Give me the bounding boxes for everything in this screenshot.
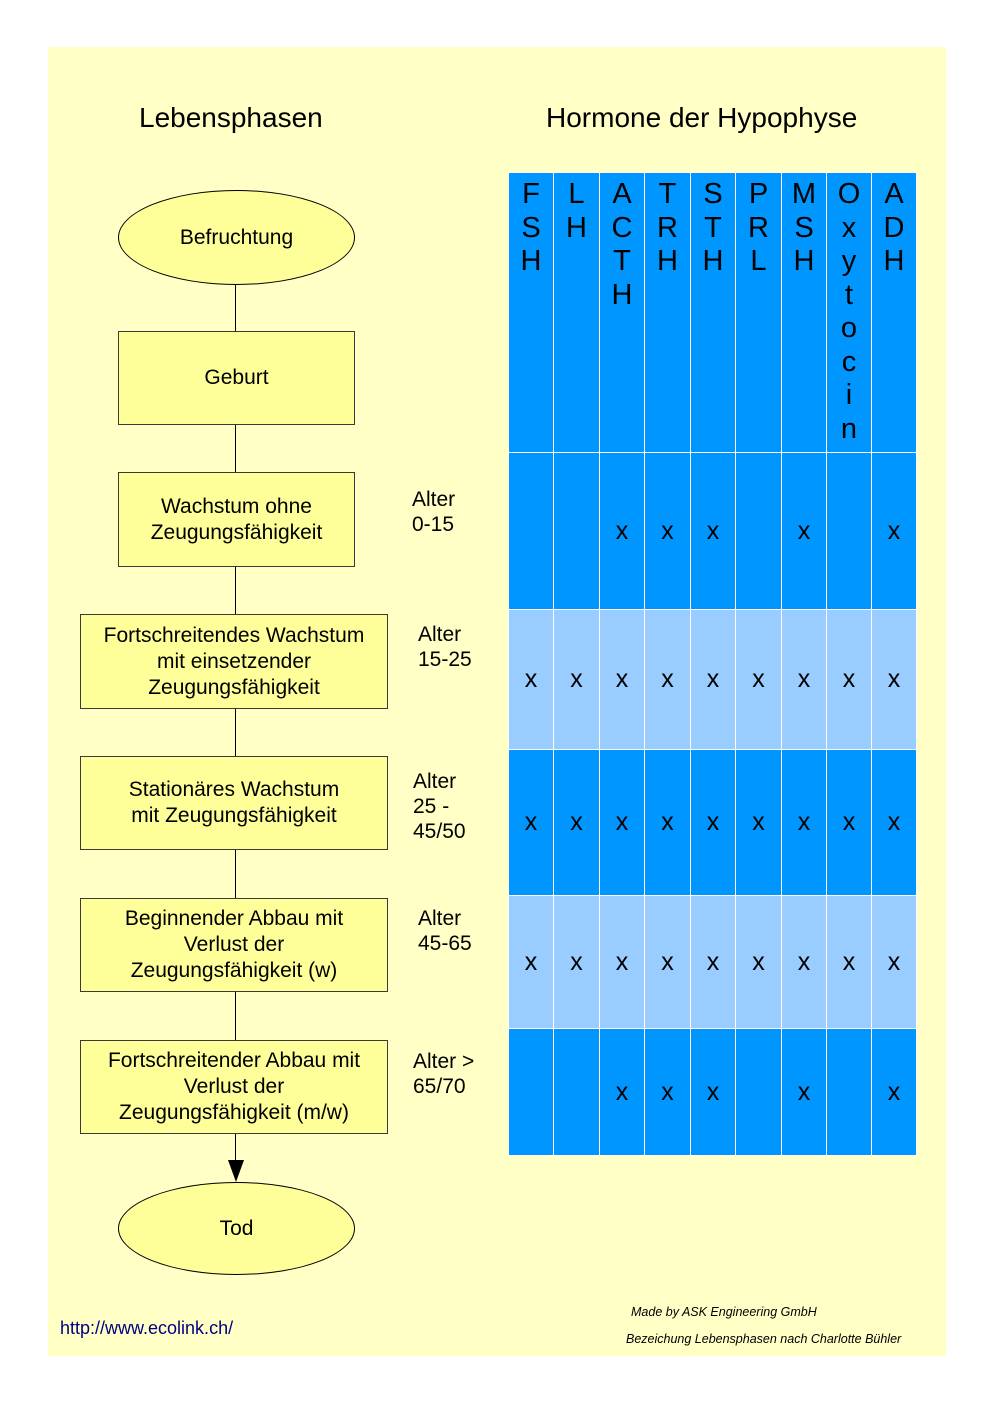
hormone-mark-cell: x	[782, 896, 827, 1029]
phase-birth-node	[118, 331, 355, 425]
hormone-name-cell	[872, 173, 917, 453]
age-label: Alter 0-15	[412, 488, 456, 536]
phase-stationary-growth-node	[80, 756, 388, 850]
hormone-name: P R L	[748, 178, 769, 277]
phase-fertilization-node	[118, 190, 355, 285]
hormone-mark-cell: x	[736, 610, 782, 750]
hormone-mark-cell: x	[645, 610, 691, 750]
hormone-mark-cell	[827, 453, 872, 610]
hormone-table-wrap	[508, 172, 917, 1156]
phase-progressive-decline-node	[80, 1040, 388, 1134]
age-label: Alter 15-25	[418, 623, 472, 671]
hormone-mark-cell: x	[645, 896, 691, 1029]
connector-line	[235, 1134, 236, 1162]
hormone-name: L H	[566, 178, 587, 244]
hormone-name: A C T H	[611, 178, 633, 311]
hormone-mark-cell: x	[782, 610, 827, 750]
hormone-name-cell	[645, 173, 691, 453]
phase-death-node	[118, 1182, 355, 1275]
hormone-name: A D H	[883, 178, 905, 277]
age-label: Alter 45-65	[418, 907, 472, 955]
phase-label: Beginnender Abbau mit Verlust der Zeugungsfähigkeit (w)	[124, 907, 344, 982]
hormone-name-cell	[691, 173, 736, 453]
hormone-mark-cell: x	[600, 610, 645, 750]
hormone-mark-cell: x	[554, 750, 600, 896]
hormone-name-cell	[827, 173, 872, 453]
hormone-mark-cell: x	[736, 896, 782, 1029]
hormone-phase-row	[509, 750, 917, 896]
hormone-mark-cell: x	[872, 453, 917, 610]
hormone-mark-cell	[509, 1029, 554, 1156]
hormone-name: S T H	[702, 178, 724, 277]
hormone-mark-cell: x	[691, 896, 736, 1029]
hormone-name-cell	[782, 173, 827, 453]
age-label: Alter 25 - 45/50	[413, 770, 466, 843]
hormone-mark-cell: x	[645, 1029, 691, 1156]
hormone-mark-cell	[736, 453, 782, 610]
hormone-mark-cell: x	[645, 750, 691, 896]
hormone-mark-cell: x	[691, 453, 736, 610]
hormone-phase-row	[509, 896, 917, 1029]
hormone-mark-cell: x	[600, 1029, 645, 1156]
hormone-mark-cell: x	[827, 750, 872, 896]
hormones-heading: Hormone der Hypophyse	[546, 102, 858, 133]
hormone-mark-cell	[736, 1029, 782, 1156]
hormone-name-cell	[554, 173, 600, 453]
hormone-table	[508, 172, 917, 1156]
hormone-mark-cell: x	[872, 750, 917, 896]
connector-line	[235, 567, 236, 614]
life-phases-heading: Lebensphasen	[139, 102, 323, 133]
hormone-mark-cell: x	[509, 896, 554, 1029]
hormone-mark-cell: x	[509, 750, 554, 896]
hormone-mark-cell: x	[691, 1029, 736, 1156]
hormone-name: T R H	[657, 178, 678, 277]
phase-beginning-decline-node	[80, 898, 388, 992]
hormone-phase-row	[509, 1029, 917, 1156]
connector-line	[235, 425, 236, 472]
hormone-mark-cell: x	[554, 896, 600, 1029]
hormone-mark-cell: x	[782, 750, 827, 896]
hormone-name-cell	[736, 173, 782, 453]
source-credit: Bezeichung Lebensphasen nach Charlotte Bühler	[626, 1332, 902, 1346]
phase-label: Stationäres Wachstum mit Zeugungsfähigkeit	[128, 778, 340, 827]
hormone-mark-cell	[509, 453, 554, 610]
phase-label: Tod	[219, 1216, 254, 1240]
hormone-mark-cell: x	[872, 1029, 917, 1156]
hormone-mark-cell: x	[645, 453, 691, 610]
hormone-name: F S H	[520, 178, 542, 277]
hormone-mark-cell: x	[600, 896, 645, 1029]
hormone-header-row	[509, 173, 917, 453]
hormone-mark-cell: x	[827, 610, 872, 750]
phase-progressive-growth-node	[80, 614, 388, 709]
hormone-mark-cell	[827, 1029, 872, 1156]
hormone-mark-cell: x	[509, 610, 554, 750]
hormone-mark-cell: x	[872, 610, 917, 750]
hormone-mark-cell: x	[827, 896, 872, 1029]
hormone-mark-cell	[554, 453, 600, 610]
hormone-mark-cell: x	[782, 1029, 827, 1156]
hormone-mark-cell	[554, 1029, 600, 1156]
hormone-mark-cell: x	[736, 750, 782, 896]
phase-label: Wachstum ohne Zeugungsfähigkeit	[150, 494, 323, 544]
website-link[interactable]: http://www.ecolink.ch/	[60, 1318, 234, 1338]
phase-label: Geburt	[204, 366, 269, 389]
hormone-mark-cell: x	[691, 750, 736, 896]
hormone-name: M S H	[791, 178, 817, 277]
hormone-phase-row	[509, 610, 917, 750]
connector-line	[235, 850, 236, 898]
connector-line	[235, 709, 236, 756]
hormone-mark-cell: x	[691, 610, 736, 750]
hormone-name-cell	[509, 173, 554, 453]
phase-label: Befruchtung	[179, 225, 294, 249]
connector-line	[235, 285, 236, 331]
hormone-phase-row	[509, 453, 917, 610]
connector-line	[235, 992, 236, 1040]
hormone-mark-cell: x	[600, 453, 645, 610]
hormone-name-cell	[600, 173, 645, 453]
hormone-mark-cell: x	[600, 750, 645, 896]
hormone-name: O x y t o c i n	[837, 178, 861, 445]
phase-label: Fortschreitender Abbau mit Verlust der Zeugungsfähigkeit (m/w)	[107, 1049, 361, 1124]
arrow-head	[228, 1160, 244, 1182]
phase-growth-node	[118, 472, 355, 567]
age-label: Alter > 65/70	[413, 1050, 475, 1098]
hormone-mark-cell: x	[782, 453, 827, 610]
hormone-mark-cell: x	[872, 896, 917, 1029]
phase-label: Fortschreitendes Wachstum mit einsetzender Zeugungsfähigkeit	[103, 623, 365, 699]
made-by-credit: Made by ASK Engineering GmbH	[631, 1305, 817, 1319]
hormone-mark-cell: x	[554, 610, 600, 750]
